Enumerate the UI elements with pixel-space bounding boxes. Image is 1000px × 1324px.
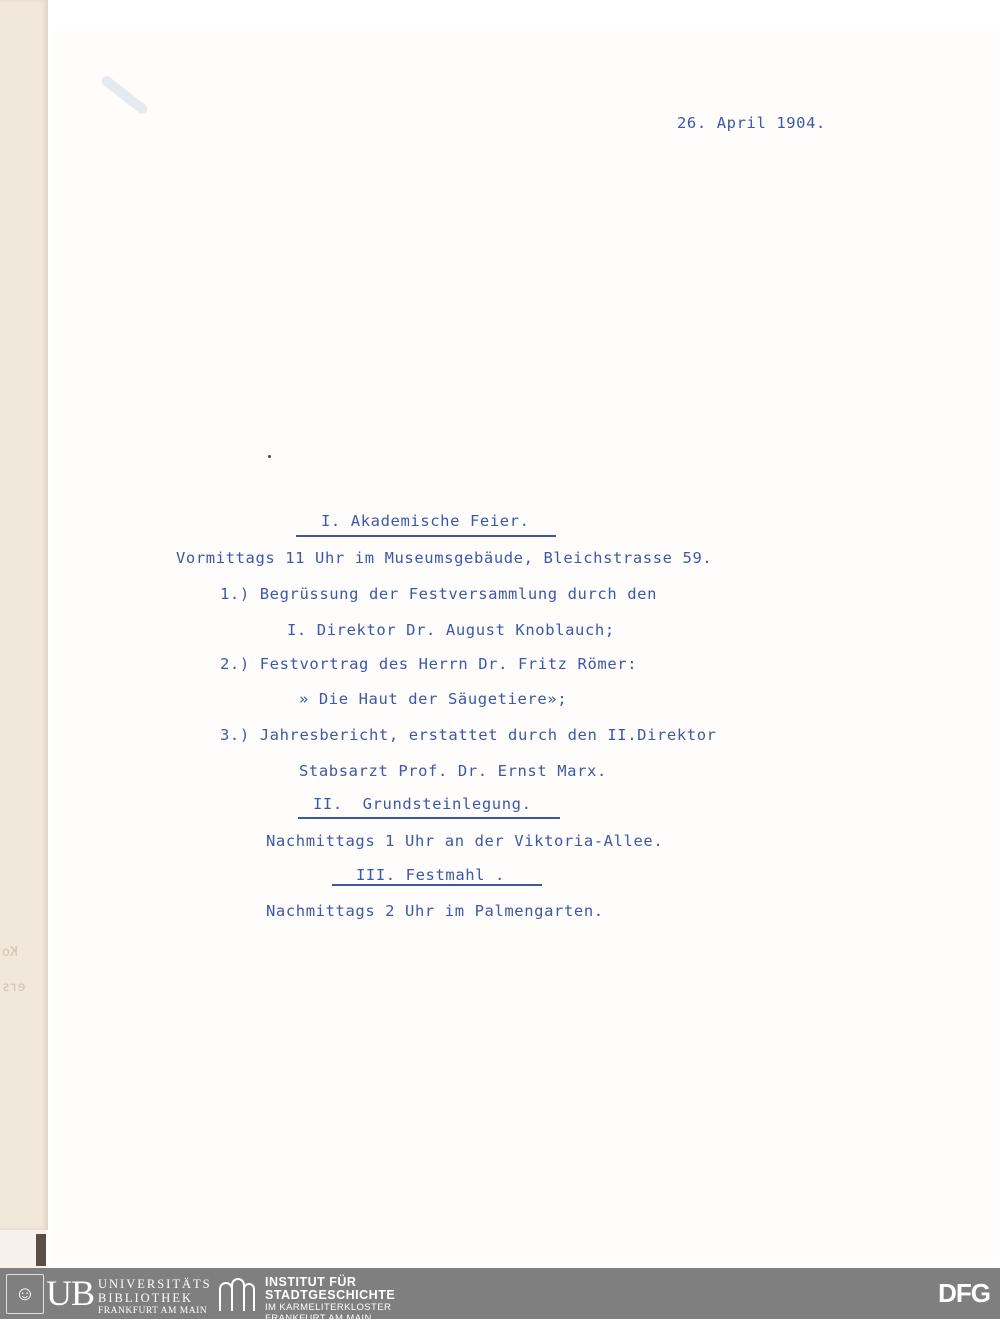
isg-line4: FRANKFURT AM MAIN (265, 1313, 372, 1324)
section-time-place: Vormittags 11 Uhr im Museumsgebäude, Bleichstrasse 59. (176, 549, 713, 567)
isg-line3: IM KARMELITERKLOSTER (265, 1302, 392, 1313)
footer-bar (0, 1268, 1000, 1324)
heading-underline (296, 535, 556, 537)
ub-line1: UNIVERSITÄTS (98, 1277, 212, 1291)
document-date: 26. April 1904. (677, 114, 826, 132)
ub-line2: BIBLIOTHEK (98, 1291, 193, 1305)
ink-dot (268, 455, 271, 458)
ink-smudge (100, 74, 149, 116)
section-heading: II. Grundsteinlegung. (313, 795, 532, 813)
ub-line3: FRANKFURT AM MAIN (98, 1306, 208, 1316)
section-heading: I. Akademische Feier. (321, 512, 530, 530)
isg-line2: STADTGESCHICHTE (265, 1288, 396, 1302)
bleed-through-text: ers (2, 980, 26, 995)
goethe-portrait-icon: ☺ (6, 1274, 44, 1314)
section-time-place: Nachmittags 1 Uhr an der Viktoria-Allee. (266, 832, 664, 850)
program-item-detail: I. Direktor Dr. August Knoblauch; (287, 621, 615, 639)
program-item: 2.) Festvortrag des Herrn Dr. Fritz Römer: (220, 655, 638, 673)
program-item-detail: Stabsarzt Prof. Dr. Ernst Marx. (299, 762, 607, 780)
heading-underline (298, 817, 560, 819)
isg-institute-name (265, 1276, 395, 1324)
section-time-place: Nachmittags 2 Uhr im Palmengarten. (266, 902, 604, 920)
heading-underline (332, 884, 542, 886)
section-heading: III. Festmahl . (356, 866, 505, 884)
program-item: 1.) Begrüssung der Festversammlung durch den (220, 585, 657, 603)
dfg-logo: DFG (938, 1278, 990, 1308)
ub-library-name (98, 1277, 212, 1317)
karmeliterkloster-arches-icon (216, 1275, 256, 1313)
ub-logo-mark: UB (46, 1273, 95, 1313)
book-spine (36, 1234, 46, 1266)
program-item-detail: » Die Haut der Säugetiere»; (299, 690, 568, 708)
program-item: 3.) Jahresbericht, erstattet durch den II.Direktor (220, 726, 717, 744)
isg-line1: INSTITUT FÜR (265, 1275, 357, 1289)
bleed-through-text: Ko (2, 945, 18, 960)
document-page (52, 30, 1000, 1262)
adjacent-page-edge (0, 0, 48, 1230)
